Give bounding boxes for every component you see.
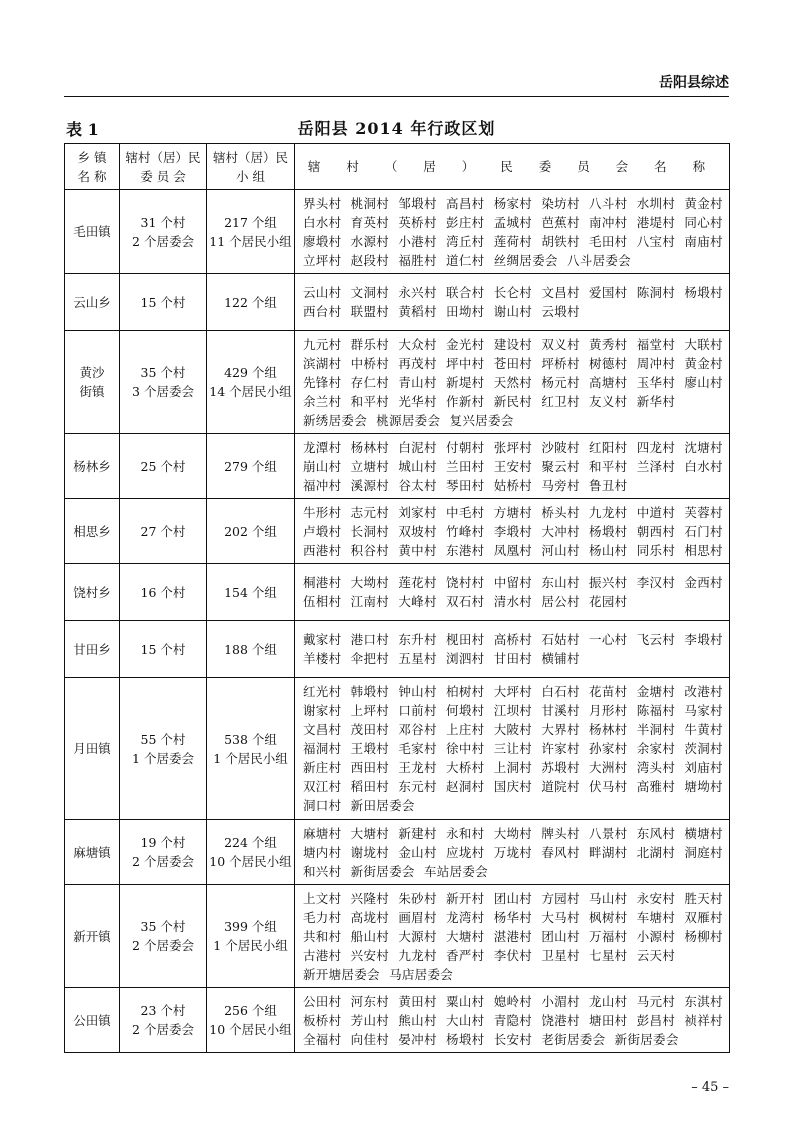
- administrative-division-table: [64, 143, 730, 1053]
- committees-count-cell: [120, 331, 207, 434]
- table-row: [65, 820, 730, 885]
- committees-count-cell: [120, 434, 207, 499]
- cell-line: 23 个村: [140, 1003, 186, 1018]
- town-name-cell: [65, 621, 120, 678]
- cell-line: 街镇: [79, 384, 105, 399]
- village-line: 公田村 河东村 黄田村 粟山村 媳岭村 小湄村 龙山村 马元村 东淇村: [303, 993, 723, 1009]
- cell-line: 35 个村: [140, 365, 186, 380]
- village-names-cell: [295, 621, 730, 678]
- cell-line: 月田镇: [73, 741, 111, 756]
- village-line: 余兰村 和平村 光华村 作新村 新民村 红卫村 友义村 新华村: [303, 393, 676, 409]
- table-row: [65, 274, 730, 331]
- committees-count-cell: [120, 678, 207, 820]
- groups-count-cell: [207, 564, 295, 621]
- running-header-title: 岳阳县综述: [659, 75, 729, 91]
- cell-line: 188 个组: [224, 641, 277, 657]
- village-line: 板桥村 芳山村 熊山村 大山村 青隐村 饶港村 塘田村 彭昌村 祯祥村: [303, 1012, 723, 1028]
- village-line: 廖塅村 水源村 小港村 湾丘村 莲荷村 胡铁村 毛田村 八宝村 南庙村: [303, 233, 723, 249]
- header-line: 辖村（居）民: [125, 149, 201, 165]
- table-row: [65, 564, 730, 621]
- header-line: 乡 镇: [77, 149, 107, 165]
- column-header-names: [295, 144, 730, 190]
- cell-line: 399 个组: [224, 919, 277, 934]
- village-line: 牛形村 志元村 刘家村 中毛村 方塘村 桥头村 九龙村 中道村 芙蓉村: [303, 504, 723, 520]
- village-names-cell: [295, 820, 730, 885]
- town-name-cell: [65, 885, 120, 988]
- table-row: [65, 678, 730, 820]
- table-header-row: [65, 144, 730, 190]
- committees-count-cell: [120, 820, 207, 885]
- committees-count-cell: [120, 885, 207, 988]
- committees-count-cell: [120, 621, 207, 678]
- header-line: 小 组: [236, 168, 265, 184]
- village-line: 滨湖村 中桥村 再茂村 坪中村 苍田村 坪桥村 树德村 周冲村 黄金村: [303, 355, 723, 371]
- village-line: 麻塘村 大塘村 新建村 永和村 大坳村 牌头村 八景村 东风村 横塘村: [303, 825, 723, 841]
- village-names-cell: [295, 885, 730, 988]
- village-names-cell: [295, 331, 730, 434]
- village-line: 共和村 船山村 大源村 大塘村 湛港村 团山村 万福村 小源村 杨柳村: [303, 928, 723, 944]
- cell-line: 31 个村: [140, 214, 186, 230]
- cell-line: 2 个居委会: [132, 1022, 194, 1037]
- village-line: 福洞村 王塅村 毛家村 徐中村 三让村 许家村 孙家村 余家村 茨洞村: [303, 741, 723, 756]
- village-names-cell: [295, 678, 730, 820]
- village-line: 毛力村 高垅村 画眉村 龙湾村 杨华村 大马村 枫树村 车塘村 双雁村: [303, 909, 723, 925]
- village-line: 西港村 积谷村 黄中村 东港村 凤凰村 河山村 杨山村 同乐村 相思村: [303, 542, 723, 558]
- cell-line: 11 个居民小组: [209, 233, 292, 249]
- committees-count-cell: [120, 274, 207, 331]
- table-label: 表 1: [66, 120, 99, 139]
- village-line: 伍相村 江南村 大峰村 双石村 清水村 居公村 花园村: [303, 594, 628, 609]
- groups-count-cell: [207, 988, 295, 1053]
- town-name-cell: [65, 678, 120, 820]
- cell-line: 2 个居委会: [132, 233, 194, 249]
- village-line: 福冲村 溪源村 谷太村 琴田村 姑桥村 马旁村 鲁丑村: [303, 477, 628, 493]
- town-name-cell: [65, 434, 120, 499]
- village-line: 先锋村 存仁村 青山村 新堤村 天然村 杨元村 高塘村 玉华村 廖山村: [303, 374, 723, 390]
- village-line: 谢家村 上坪村 口前村 何塅村 江坝村 甘溪村 月形村 陈福村 马家村: [303, 703, 723, 718]
- groups-count-cell: [207, 499, 295, 564]
- village-names-cell: [295, 190, 730, 274]
- cell-line: 麻塘镇: [73, 844, 111, 860]
- cell-line: 云山乡: [73, 294, 111, 310]
- village-names-cell: [295, 564, 730, 621]
- cell-line: 429 个组: [224, 365, 277, 380]
- cell-line: 27 个村: [140, 523, 186, 539]
- cell-line: 25 个村: [140, 458, 186, 474]
- cell-line: 19 个村: [140, 835, 186, 850]
- village-line: 双江村 稻田村 东元村 赵洞村 国庆村 道院村 伏马村 高雅村 塘坳村: [303, 779, 723, 794]
- committees-count-cell: [120, 190, 207, 274]
- committees-count-cell: [120, 988, 207, 1053]
- cell-line: 538 个组: [224, 731, 277, 747]
- cell-line: 154 个组: [224, 584, 277, 600]
- cell-line: 55 个村: [140, 731, 186, 747]
- cell-line: 2 个居委会: [132, 854, 194, 869]
- town-name-cell: [65, 190, 120, 274]
- cell-line: 10 个居民小组: [209, 1022, 292, 1037]
- groups-count-cell: [207, 820, 295, 885]
- town-name-cell: [65, 988, 120, 1053]
- cell-line: 相思乡: [73, 523, 111, 539]
- cell-line: 1 个居委会: [132, 750, 194, 766]
- village-line: 文昌村 茂田村 邓谷村 上庄村 大陂村 大界村 杨林村 半洞村 牛黄村: [303, 722, 723, 737]
- village-line: 新开塘居委会 马店居委会: [303, 966, 454, 982]
- village-line: 洞口村 新田居委会: [303, 798, 415, 813]
- cell-line: 14 个居民小组: [209, 384, 292, 399]
- cell-line: 279 个组: [224, 458, 277, 474]
- cell-line: 甘田乡: [73, 641, 111, 657]
- cell-line: 黄沙: [79, 365, 105, 380]
- town-name-cell: [65, 274, 120, 331]
- committees-count-cell: [120, 564, 207, 621]
- column-header-groups: [207, 144, 295, 190]
- village-line: 羊楼村 伞把村 五星村 浏泗村 甘田村 横铺村: [303, 651, 580, 666]
- village-line: 古港村 兴安村 九龙村 香严村 李伏村 卫星村 七星村 云天村: [303, 947, 676, 963]
- cell-line: 3 个居委会: [132, 384, 194, 399]
- cell-line: 新开镇: [73, 928, 111, 944]
- village-line: 新庄村 西田村 王龙村 大桥村 上洞村 苏塅村 大洲村 湾头村 刘庙村: [303, 760, 723, 775]
- table-row: [65, 885, 730, 988]
- cell-line: 10 个居民小组: [209, 854, 292, 869]
- village-line: 新绣居委会 桃源居委会 复兴居委会: [303, 412, 514, 428]
- header-line: 委 员 会: [140, 168, 186, 184]
- village-line: 桐港村 大坳村 莲花村 饶村村 中留村 东山村 振兴村 李汉村 金西村: [303, 575, 723, 590]
- town-name-cell: [65, 499, 120, 564]
- village-names-cell: [295, 274, 730, 331]
- village-line: 塘内村 谢垅村 金山村 应垅村 万垅村 春风村 畔湖村 北湖村 洞庭村: [303, 844, 723, 860]
- cell-line: 35 个村: [140, 919, 186, 934]
- village-line: 西台村 联盟村 黄稻村 田坳村 谢山村 云塅村: [303, 304, 580, 319]
- table-row: [65, 988, 730, 1053]
- cell-line: 2 个居委会: [132, 938, 194, 953]
- village-line: 云山村 文洞村 永兴村 联合村 长仑村 文昌村 爱国村 陈洞村 杨塅村: [303, 285, 723, 300]
- cell-line: 16 个村: [140, 584, 186, 600]
- cell-line: 1 个居民小组: [213, 750, 288, 766]
- groups-count-cell: [207, 621, 295, 678]
- village-line: 九元村 群乐村 大众村 金光村 建设村 双义村 黄秀村 福堂村 大联村: [303, 336, 723, 352]
- cell-line: 1 个居民小组: [213, 938, 288, 953]
- cell-line: 15 个村: [140, 641, 186, 657]
- village-line: 全福村 向佳村 晏冲村 杨塅村 长安村 老街居委会 新街居委会: [303, 1031, 679, 1047]
- cell-line: 202 个组: [224, 523, 277, 539]
- groups-count-cell: [207, 885, 295, 988]
- header-line: 辖村（居）民: [212, 149, 288, 165]
- village-line: 白水村 育英村 英桥村 彭庄村 孟城村 芭蕉村 南冲村 港堤村 同心村: [303, 214, 723, 230]
- town-name-cell: [65, 820, 120, 885]
- table-title: 岳阳县 2014 年行政区划: [297, 119, 496, 138]
- village-line: 立坪村 赵段村 福胜村 道仁村 丝绸居委会 八斗居委会: [303, 252, 631, 268]
- village-line: 龙潭村 杨林村 白泥村 付朝村 张坪村 沙陂村 红阳村 四龙村 沈塘村: [303, 439, 723, 455]
- village-names-cell: [295, 434, 730, 499]
- village-line: 和兴村 新街居委会 车站居委会: [303, 863, 488, 879]
- table-row: [65, 190, 730, 274]
- village-line: 红光村 韩塅村 钟山村 柏树村 大坪村 白石村 花苗村 金塘村 改港村: [303, 684, 723, 699]
- cell-line: 256 个组: [224, 1003, 277, 1018]
- village-names-cell: [295, 988, 730, 1053]
- groups-count-cell: [207, 434, 295, 499]
- village-line: 崩山村 立塘村 城山村 兰田村 王安村 聚云村 和平村 兰泽村 白水村: [303, 458, 723, 474]
- groups-count-cell: [207, 331, 295, 434]
- village-line: 卢塅村 长洞村 双坡村 竹峰村 李塅村 大冲村 杨塅村 朝西村 石门村: [303, 523, 723, 539]
- cell-line: 122 个组: [224, 294, 277, 310]
- cell-line: 杨林乡: [73, 458, 111, 474]
- cell-line: 毛田镇: [73, 224, 111, 239]
- page-number: – 45 –: [691, 1080, 729, 1095]
- header-line: 名 称: [77, 168, 107, 184]
- table-row: [65, 499, 730, 564]
- village-line: 上文村 兴隆村 朱砂村 新开村 团山村 方园村 马山村 永安村 胜天村: [303, 890, 723, 906]
- groups-count-cell: [207, 678, 295, 820]
- village-line: 戴家村 港口村 东升村 枧田村 高桥村 石姑村 一心村 飞云村 李塅村: [303, 632, 723, 647]
- cell-line: 公田镇: [73, 1012, 111, 1028]
- cell-line: 15 个村: [140, 294, 186, 310]
- town-name-cell: [65, 564, 120, 621]
- committees-count-cell: [120, 499, 207, 564]
- village-line: 界头村 桃洞村 邹塅村 高昌村 杨家村 染坊村 八斗村 水圳村 黄金村: [303, 195, 723, 211]
- column-header-committees: [120, 144, 207, 190]
- table-row: [65, 434, 730, 499]
- cell-line: 224 个组: [224, 835, 277, 850]
- table-row: [65, 621, 730, 678]
- groups-count-cell: [207, 274, 295, 331]
- column-header-town: [65, 144, 120, 190]
- cell-line: 217 个组: [224, 214, 277, 230]
- header-rule: [64, 96, 729, 97]
- town-name-cell: [65, 331, 120, 434]
- village-names-cell: [295, 499, 730, 564]
- cell-line: 饶村乡: [73, 584, 111, 600]
- groups-count-cell: [207, 190, 295, 274]
- table-body: [65, 190, 730, 1053]
- table-row: [65, 331, 730, 434]
- header-line: 辖 村 （ 居 ） 民 委 员 会 名 称: [307, 159, 717, 174]
